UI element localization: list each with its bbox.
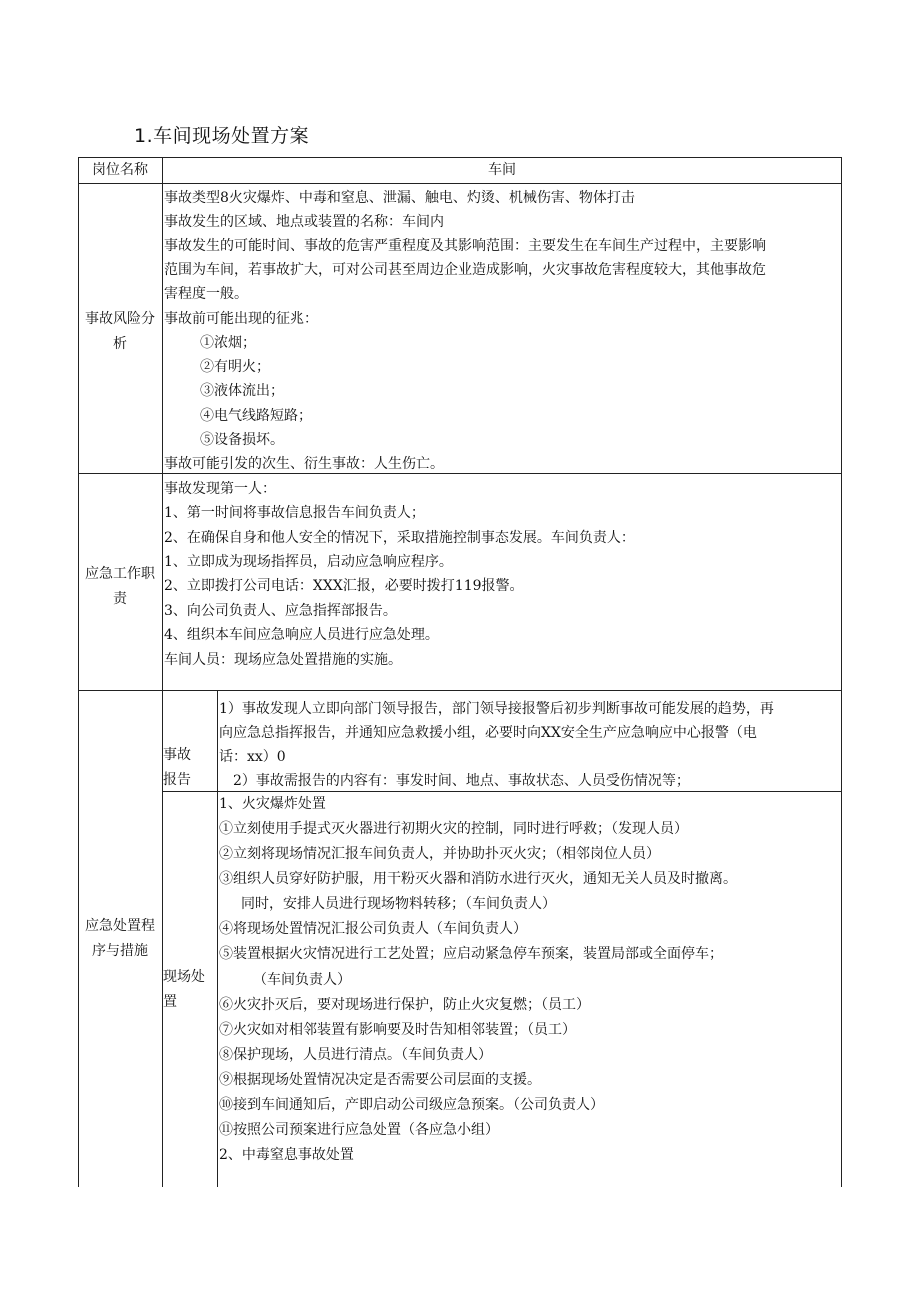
col-line bbox=[217, 690, 218, 1187]
report-line: 2）事故需报告的内容有：事发时间、地点、事故状态、人员受伤情况等； bbox=[233, 773, 690, 789]
onsite-line: ⑩接到车间通知后，产即启动公司级应急预案。（公司负责人） bbox=[219, 1097, 604, 1113]
duty-line: 3、向公司负责人、应急指挥部报告。 bbox=[164, 603, 397, 619]
risk-line: ②有明火； bbox=[200, 359, 270, 375]
duty-line: 车间人员：现场应急处置措施的实施。 bbox=[164, 652, 402, 668]
col-line bbox=[841, 157, 842, 1187]
risk-line: ⑤设备损坏。 bbox=[200, 432, 284, 448]
onsite-line: ⑧保护现场，人员进行清点。（车间负责人） bbox=[219, 1047, 492, 1063]
risk-line: 事故发生的可能时间、事故的危害严重程度及其影响范围：主要发生在车间生产过程中，主要影响 bbox=[164, 238, 766, 254]
risk-line: ①浓烟； bbox=[200, 335, 256, 351]
duty-line: 2、在确保自身和他人安全的情况下，采取措施控制事态发展。车间负责人： bbox=[164, 530, 635, 546]
onsite-line: 1、火灾爆炸处置 bbox=[219, 796, 326, 812]
report-line: 向应急总指挥报告，并通知应急救援小组，必要时向XX安全生产应急响应中心报警（电 bbox=[219, 725, 757, 741]
row-line bbox=[78, 690, 842, 691]
emergency-duty-label: 应急工作职 责 bbox=[85, 566, 155, 607]
onsite-line: ③组织人员穿好防护服，用干粉灭火器和消防水进行灭火，通知无关人员及时撤离。 bbox=[219, 871, 737, 887]
risk-line: 事故类型8火灾爆炸、中毒和窒息、泄漏、触电、灼烫、机械伤害、物体打击 bbox=[164, 190, 635, 206]
risk-analysis-label: 事故风险分 析 bbox=[85, 311, 155, 352]
report-line: 话：xx）0 bbox=[219, 749, 286, 765]
risk-line: 事故可能引发的次生、衍生事故：人生伤亡。 bbox=[164, 456, 444, 472]
onsite-line: （车间负责人） bbox=[253, 972, 351, 988]
duty-line: 2、立即拨打公司电话：XXX汇报，必要时拨打119报警。 bbox=[164, 578, 524, 594]
emergency-procedure-label: 应急处置程 序与措施 bbox=[85, 918, 155, 959]
risk-line: 事故前可能出现的征兆： bbox=[164, 311, 318, 327]
onsite-line: ①立刻使用手提式灭火器进行初期火灾的控制，同时进行呼救；（发现人员） bbox=[219, 821, 688, 837]
duty-line: 1、立即成为现场指挥员，启动应急响应程序。 bbox=[164, 554, 453, 570]
row-line bbox=[78, 183, 842, 184]
risk-line: 范围为车间，若事故扩大，可对公司甚至周边企业造成影响，火灾事故危害程度较大，其他事故危 bbox=[164, 262, 766, 278]
risk-line: 事故发生的区域、地点或装置的名称：车间内 bbox=[164, 214, 444, 230]
report-line: 1）事故发现人立即向部门领导报告，部门领导接报警后初步判断事故可能发展的趋势，再 bbox=[219, 701, 774, 717]
post-name-value: 车间 bbox=[488, 162, 516, 178]
duty-line: 1、第一时间将事故信息报告车间负责人； bbox=[164, 505, 425, 521]
post-name-label: 岗位名称 bbox=[92, 162, 148, 178]
onsite-line: ④将现场处置情况汇报公司负责人（车间负责人） bbox=[219, 921, 527, 937]
risk-line: ③液体流出； bbox=[200, 383, 284, 399]
onsite-line: ⑦火灾如对相邻装置有影响要及时告知相邻装置；（员工） bbox=[219, 1022, 576, 1038]
onsite-line: ②立刻将现场情况汇报车间负责人，并协助扑灭火灾；（相邻岗位人员） bbox=[219, 846, 660, 862]
onsite-line: ⑪按照公司预案进行应急处置（各应急小组） bbox=[219, 1122, 499, 1138]
col-line bbox=[162, 157, 163, 1187]
duty-line: 事故发现第一人： bbox=[164, 481, 276, 497]
risk-line: ④电气线路短路； bbox=[200, 408, 312, 424]
onsite-line: 同时，安排人员进行现场物料转移；（车间负责人） bbox=[241, 896, 556, 912]
onsite-line: 2、中毒窒息事故处置 bbox=[219, 1147, 354, 1163]
accident-report-label: 事故 报告 bbox=[163, 747, 191, 788]
onsite-line: ⑨根据现场处置情况决定是否需要公司层面的支援。 bbox=[219, 1072, 541, 1088]
onsite-disposal-label: 现场处 置 bbox=[163, 969, 205, 1010]
page-title: 1.车间现场处置方案 bbox=[134, 125, 310, 147]
onsite-line: ⑤装置根据火灾情况进行工艺处置；应启动紧急停车预案，装置局部或全面停车； bbox=[219, 946, 723, 962]
disposal-table bbox=[78, 157, 842, 1187]
risk-line: 害程度一般。 bbox=[164, 286, 248, 302]
onsite-line: ⑥火灾扑灭后，要对现场进行保护，防止火灾复燃；（员工） bbox=[219, 997, 590, 1013]
duty-line: 4、组织本车间应急响应人员进行应急处理。 bbox=[164, 627, 439, 643]
